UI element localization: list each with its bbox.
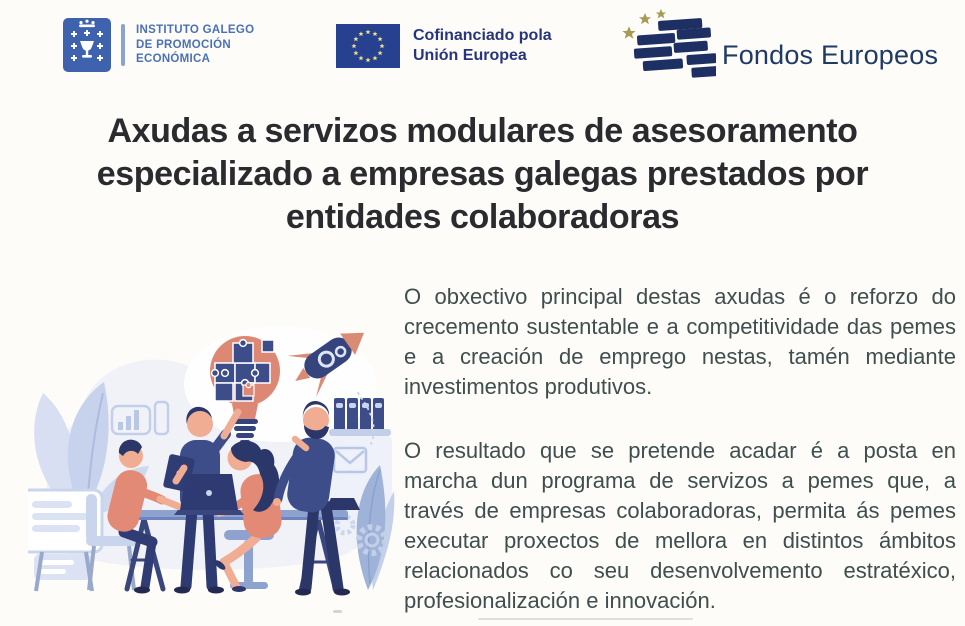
igape-line2: DE PROMOCIÓN [136,38,231,51]
main-content [0,280,965,616]
title-line3: entidades colaboradoras [285,198,680,236]
title-line1: Axudas a servizos modulares de asesoramento [107,112,858,150]
paragraph-objective: O obxectivo principal destas axudas é o reforzo do crecemento sustentable e a competitividade das pemes e a creación de emprego nestas, tamén mediante investimentos produtivos. [404,284,956,399]
eu-flag-icon [336,24,400,68]
igape-line3: ECONÓMICA [136,53,211,66]
igape-logo [63,17,254,73]
page-title [0,110,965,239]
galicia-coat-of-arms-icon [63,17,111,73]
eu-wordmark [413,26,552,66]
igape-wordmark [136,23,254,67]
igape-line1: INSTITUTO GALEGO [136,24,255,37]
laptop-right [325,498,360,510]
illustration-wrap [28,298,400,604]
fondos-europeos-logo [614,6,938,90]
title-line2: especializado a empresas galegas prestados por [96,155,869,193]
igape-divider [121,24,125,66]
logo-header [0,0,965,100]
body-text [404,282,956,616]
eu-line2: Unión Europea [413,47,527,64]
team-at-table-illustration [28,298,400,604]
paragraph-result: O resultado que se pretende acadar é a posta en marcha dun programa de servizos a pemes que, a través de empresas colaboradoras, permita ás pemes executar proxectos de mellora en distintos ámbitos relacionados co seu desenvolvemento estratéxico, profesionalización e innovación. [404,438,956,613]
fondos-wordmark: Fondos Europeos [722,39,939,70]
fondos-stars-stripes-icon [614,6,716,90]
scan-artifact-dot [333,610,342,613]
scan-artifact-line [478,618,693,620]
eu-line1: Cofinanciado pola [413,27,552,44]
eu-cofinanced-logo [336,24,552,68]
